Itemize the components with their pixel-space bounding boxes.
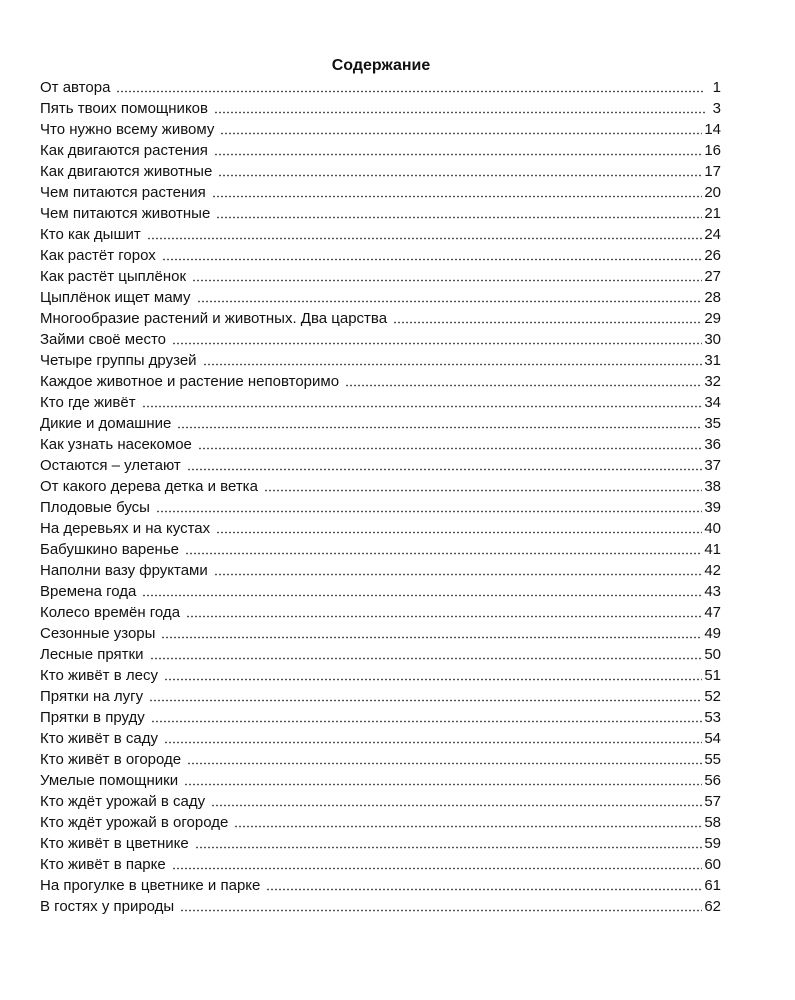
- toc-entry: [40, 392, 721, 413]
- toc-entry-label: Кто живёт в саду: [40, 730, 158, 747]
- toc-entry-page-number: 62: [704, 898, 721, 915]
- dot-leader: [187, 761, 702, 765]
- toc-entry-label: Каждое животное и растение неповторимо: [40, 373, 340, 390]
- toc-entry-label: Цыплёнок ищет маму: [40, 289, 191, 306]
- toc-entry-page-number: 60: [704, 856, 721, 873]
- toc-entry-label: Кто ждёт урожай в огороде: [40, 814, 229, 831]
- toc-entry-label: Кто как дышит: [40, 226, 141, 243]
- toc-entry-page-number: 31: [704, 352, 721, 369]
- toc-entry-page-number: 40: [704, 520, 721, 537]
- toc-entry-label: В гостях у природы: [40, 898, 175, 915]
- dot-leader: [184, 782, 702, 786]
- toc-entry: [40, 623, 721, 644]
- dot-leader: [116, 89, 705, 93]
- toc-entry: [40, 413, 721, 434]
- toc-entry-label: Сезонные узоры: [40, 625, 156, 642]
- toc-entry-page-number: 56: [704, 772, 721, 789]
- dot-leader: [187, 467, 703, 471]
- dot-leader: [198, 446, 702, 450]
- toc-entry-page-number: 26: [704, 247, 721, 264]
- dot-leader: [149, 698, 702, 702]
- toc-entry: [40, 287, 721, 308]
- toc-entry: [40, 560, 721, 581]
- toc-entry-page-number: 59: [704, 835, 721, 852]
- toc-entry: [40, 455, 721, 476]
- toc-entry: [40, 791, 721, 812]
- toc-entry: [40, 161, 721, 182]
- toc-entry-label: Чем питаются животные: [40, 205, 211, 222]
- toc-entry-page-number: 34: [704, 394, 721, 411]
- toc-entry-label: Как растёт горох: [40, 247, 156, 264]
- dot-leader: [147, 236, 703, 240]
- dot-leader: [345, 383, 702, 387]
- toc-entry-page-number: 32: [704, 373, 721, 390]
- dot-leader: [203, 362, 703, 366]
- toc-entry: [40, 140, 721, 161]
- dot-leader: [220, 131, 702, 135]
- toc-entry-label: Займи своё место: [40, 331, 166, 348]
- toc-entry: [40, 665, 721, 686]
- dot-leader: [214, 152, 702, 156]
- toc-entry-page-number: 36: [704, 436, 721, 453]
- dot-leader: [172, 866, 703, 870]
- dot-leader: [186, 614, 702, 618]
- toc-entry-page-number: 49: [704, 625, 721, 642]
- toc-entry-label: На прогулке в цветнике и парке: [40, 877, 261, 894]
- dot-leader: [212, 194, 703, 198]
- toc-entry: [40, 329, 721, 350]
- dot-leader: [234, 824, 702, 828]
- toc-entry-label: Как двигаются растения: [40, 142, 208, 159]
- toc-entry-page-number: 20: [704, 184, 721, 201]
- toc-entry-label: Кто живёт в цветнике: [40, 835, 189, 852]
- toc-entry: [40, 350, 721, 371]
- toc-entry-page-number: 47: [704, 604, 721, 621]
- dot-leader: [180, 908, 702, 912]
- toc-entry-label: Времена года: [40, 583, 137, 600]
- toc-entry-label: Кто живёт в огороде: [40, 751, 182, 768]
- toc-entry-page-number: 30: [704, 331, 721, 348]
- dot-leader: [266, 887, 702, 891]
- toc-entry-page-number: 43: [704, 583, 721, 600]
- toc-entry-label: Кто ждёт урожай в саду: [40, 793, 206, 810]
- toc-entry-page-number: 61: [704, 877, 721, 894]
- toc-entry-label: Умелые помощники: [40, 772, 179, 789]
- toc-entry-label: Кто живёт в парке: [40, 856, 166, 873]
- toc-entry-page-number: 58: [704, 814, 721, 831]
- toc-entry: [40, 434, 721, 455]
- toc-entry: [40, 497, 721, 518]
- toc-entry-page-number: 51: [704, 667, 721, 684]
- toc-entry-label: Что нужно всему живому: [40, 121, 215, 138]
- toc-entry-label: Кто где живёт: [40, 394, 136, 411]
- toc-entry-label: Бабушкино варенье: [40, 541, 179, 558]
- toc-entry: [40, 707, 721, 728]
- dot-leader: [172, 341, 702, 345]
- toc-entry-page-number: 57: [704, 793, 721, 810]
- toc-entry: [40, 602, 721, 623]
- toc-entry-label: От автора: [40, 79, 111, 96]
- page-title: Содержание: [331, 57, 431, 74]
- dot-leader: [195, 845, 703, 849]
- toc-entry-page-number: 37: [704, 457, 721, 474]
- toc-entry-page-number: 24: [704, 226, 721, 243]
- toc-entry-page-number: 50: [704, 646, 721, 663]
- toc-entry-page-number: 21: [704, 205, 721, 222]
- toc-entry-label: Лесные прятки: [40, 646, 144, 663]
- toc-entry-page-number: 29: [704, 310, 721, 327]
- toc-entry-page-number: 54: [704, 730, 721, 747]
- toc-entry: [40, 245, 721, 266]
- toc-entry-label: Чем питаются растения: [40, 184, 206, 201]
- toc-entry: [40, 539, 721, 560]
- toc-entry-page-number: 1: [712, 79, 721, 96]
- dot-leader: [393, 320, 702, 324]
- toc-entry: [40, 854, 721, 875]
- toc-entry: [40, 770, 721, 791]
- toc-entry: [40, 833, 721, 854]
- toc-list: [40, 77, 721, 917]
- dot-leader: [214, 572, 703, 576]
- toc-entry-page-number: 3: [712, 100, 721, 117]
- dot-leader: [161, 635, 702, 639]
- toc-entry: [40, 749, 721, 770]
- toc-entry-label: Плодовые бусы: [40, 499, 150, 516]
- dot-leader: [264, 488, 702, 492]
- toc-entry-label: Прятки в пруду: [40, 709, 145, 726]
- toc-entry-page-number: 39: [704, 499, 721, 516]
- toc-entry: [40, 812, 721, 833]
- toc-entry-page-number: 17: [704, 163, 721, 180]
- toc-entry: [40, 203, 721, 224]
- toc-entry-page-number: 35: [704, 415, 721, 432]
- toc-entry-label: Как растёт цыплёнок: [40, 268, 187, 285]
- toc-entry: [40, 476, 721, 497]
- toc-entry-label: Дикие и домашние: [40, 415, 172, 432]
- toc-entry-page-number: 28: [704, 289, 721, 306]
- dot-leader: [142, 593, 702, 597]
- toc-entry-label: От какого дерева детка и ветка: [40, 478, 258, 495]
- dot-leader: [164, 740, 702, 744]
- toc-entry-page-number: 41: [704, 541, 721, 558]
- toc-entry-label: Как узнать насекомое: [40, 436, 192, 453]
- toc-entry-label: Кто живёт в лесу: [40, 667, 158, 684]
- dot-leader: [214, 110, 705, 114]
- toc-entry: [40, 875, 721, 896]
- toc-entry: [40, 77, 721, 98]
- dot-leader: [150, 656, 703, 660]
- toc-entry: [40, 518, 721, 539]
- toc-entry-label: На деревьях и на кустах: [40, 520, 211, 537]
- toc-entry-page-number: 14: [704, 121, 721, 138]
- dot-leader: [216, 530, 702, 534]
- dot-leader: [151, 719, 703, 723]
- toc-entry: [40, 728, 721, 749]
- dot-leader: [156, 509, 702, 513]
- toc-entry: [40, 224, 721, 245]
- toc-entry-label: Пять твоих помощников: [40, 100, 208, 117]
- toc-entry-page-number: 38: [704, 478, 721, 495]
- dot-leader: [142, 404, 703, 408]
- toc-entry: [40, 581, 721, 602]
- toc-entry-label: Многообразие растений и животных. Два царства: [40, 310, 388, 327]
- toc-entry: [40, 686, 721, 707]
- toc-entry-label: Наполни вазу фруктами: [40, 562, 208, 579]
- dot-leader: [211, 803, 702, 807]
- toc-entry-page-number: 52: [704, 688, 721, 705]
- toc-entry: [40, 119, 721, 140]
- dot-leader: [164, 677, 702, 681]
- toc-entry-label: Четыре группы друзей: [40, 352, 197, 369]
- toc-entry: [40, 98, 721, 119]
- dot-leader: [192, 278, 702, 282]
- toc-entry-page-number: 16: [704, 142, 721, 159]
- toc-entry: [40, 182, 721, 203]
- dot-leader: [216, 215, 702, 219]
- toc-entry-page-number: 53: [704, 709, 721, 726]
- dot-leader: [218, 173, 702, 177]
- toc-entry: [40, 308, 721, 329]
- dot-leader: [185, 551, 702, 555]
- dot-leader: [197, 299, 703, 303]
- dot-leader: [162, 257, 703, 261]
- toc-entry: [40, 644, 721, 665]
- toc-entry-label: Как двигаются животные: [40, 163, 213, 180]
- dot-leader: [177, 425, 702, 429]
- toc-entry-label: Колесо времён года: [40, 604, 181, 621]
- toc-entry-page-number: 42: [704, 562, 721, 579]
- toc-entry: [40, 896, 721, 917]
- toc-entry: [40, 371, 721, 392]
- toc-entry-label: Прятки на лугу: [40, 688, 144, 705]
- toc-entry-label: Остаются – улетают: [40, 457, 181, 474]
- toc-entry-page-number: 55: [704, 751, 721, 768]
- toc-entry-page-number: 27: [704, 268, 721, 285]
- toc-entry: [40, 266, 721, 287]
